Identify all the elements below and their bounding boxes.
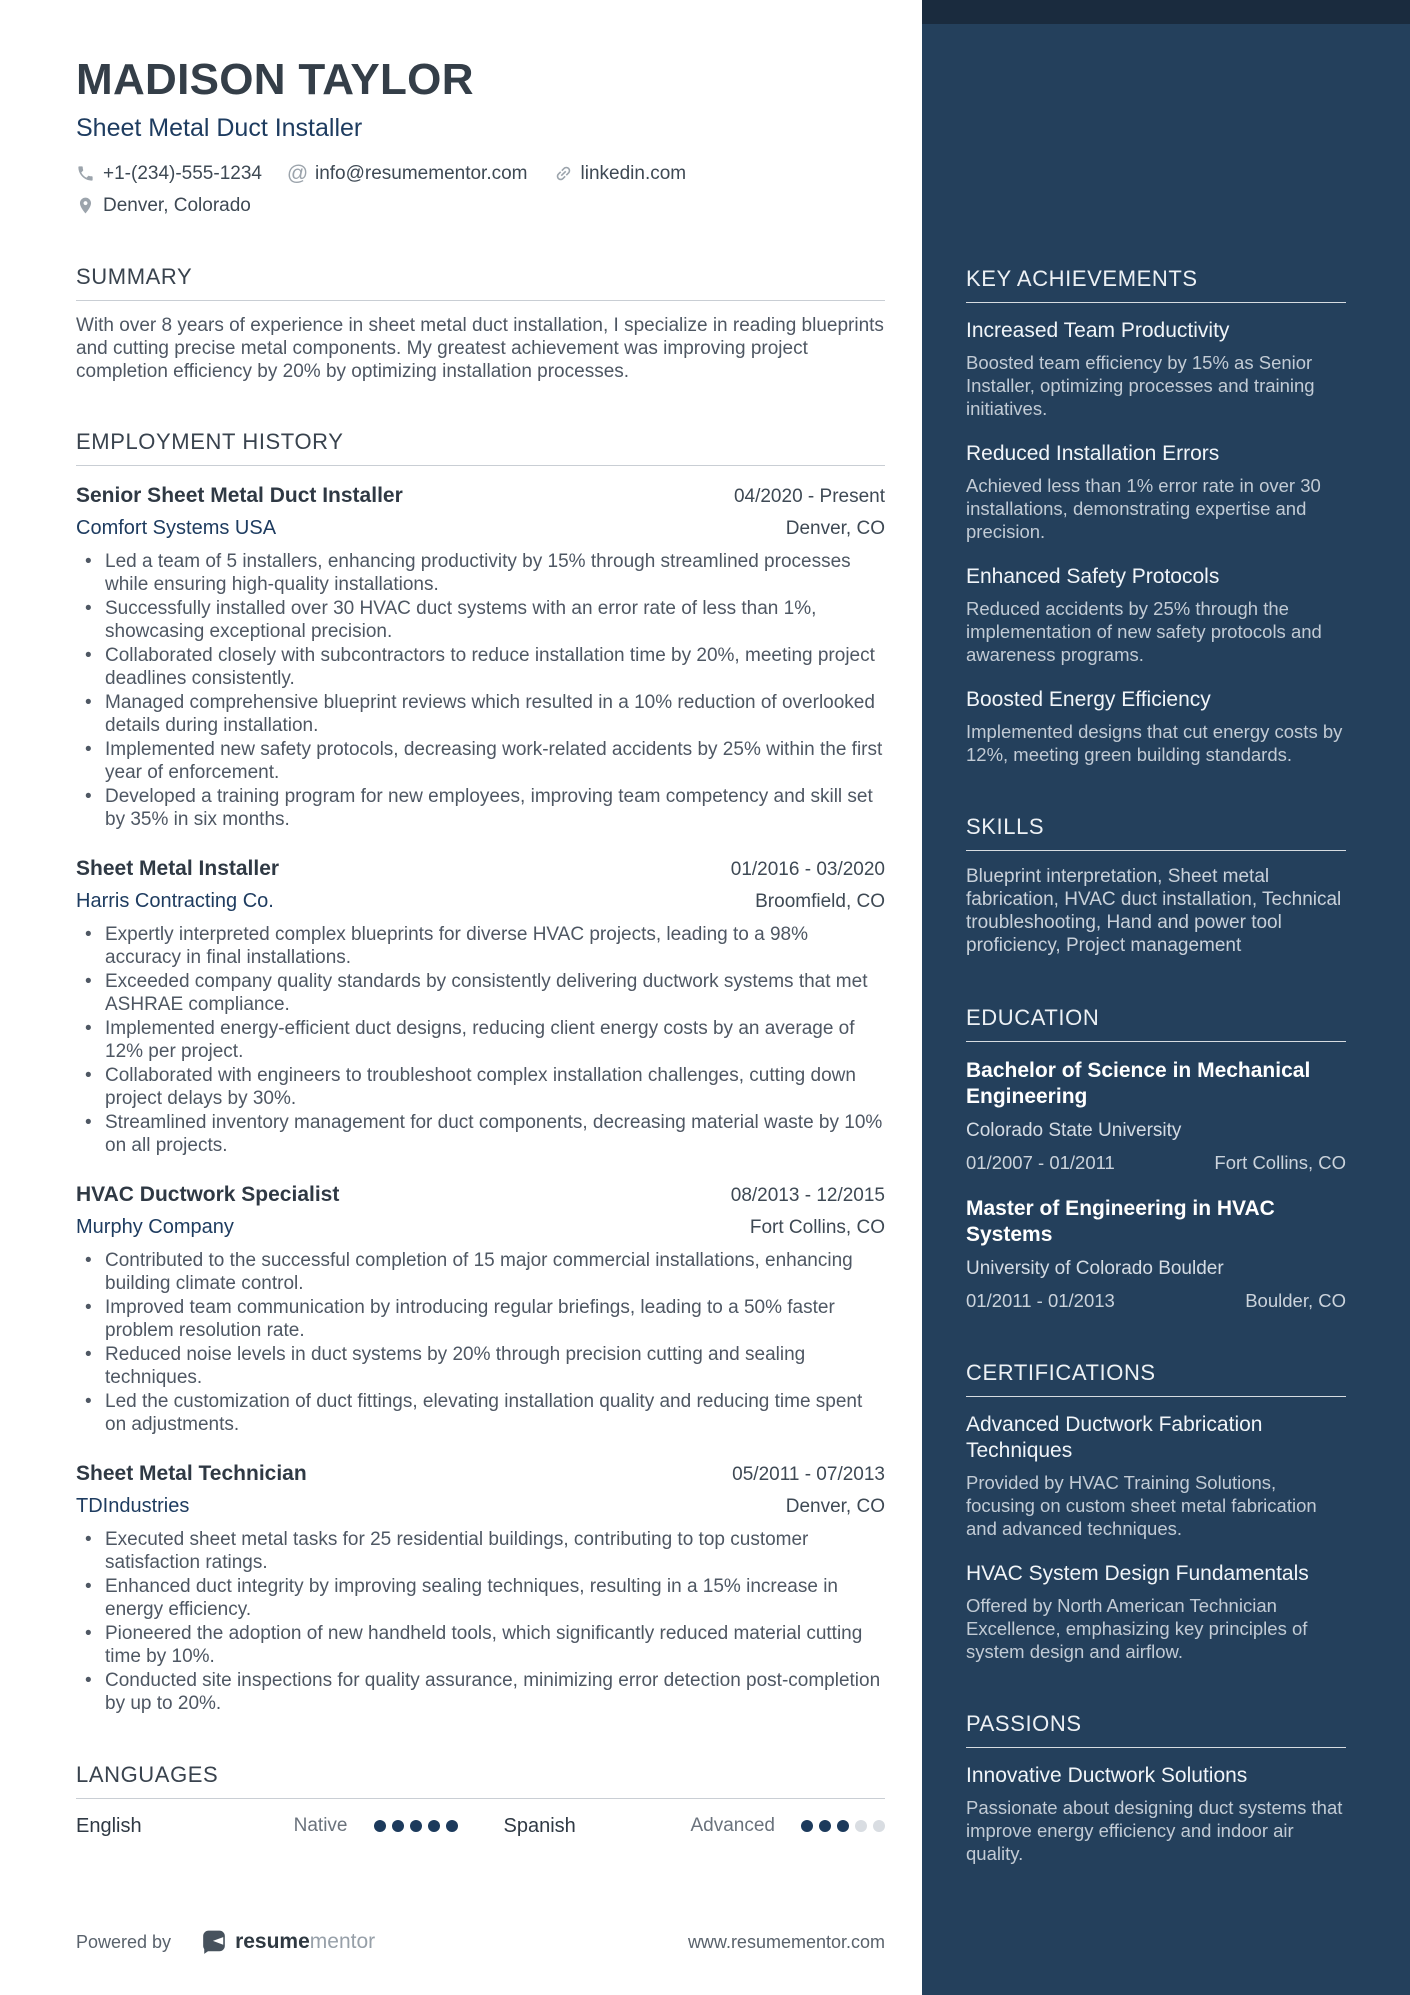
certification-text: Offered by North American Technician Excellence, emphasizing key principles of system design and airflow. — [966, 1595, 1308, 1662]
job-entry — [76, 856, 885, 1158]
achievement-entry — [966, 318, 1346, 420]
job-title-row — [76, 856, 885, 881]
job-title: HVAC Ductwork Specialist — [76, 1182, 340, 1206]
achievement-text: Achieved less than 1% error rate in over 30 installations, demonstrating expertise and precision. — [966, 475, 1321, 542]
education-list — [966, 1058, 1346, 1312]
achievement-entry — [966, 441, 1346, 543]
passion-text: Passionate about designing duct systems that improve energy efficiency and indoor air quality. — [966, 1797, 1343, 1864]
language-level: Advanced — [690, 1815, 775, 1837]
achievement-text: Boosted team efficiency by 15% as Senior Installer, optimizing processes and training initiatives. — [966, 352, 1315, 419]
divider — [966, 302, 1346, 303]
job-location: Broomfield, CO — [755, 890, 885, 912]
dot-filled — [392, 1820, 404, 1832]
job-bullet: • Led the customization of duct fittings, elevating installation quality and reducing time spent on adjustments. — [76, 1390, 885, 1437]
job-bullet-list — [76, 923, 885, 1158]
education-location: Fort Collins, CO — [1214, 1152, 1346, 1173]
passions-section — [966, 1711, 1346, 1865]
job-bullet: • Improved team communication by introducing regular briefings, leading to a 50% faster problem resolution rate. — [76, 1296, 885, 1343]
job-title: Senior Sheet Metal Duct Installer — [76, 483, 403, 507]
footer-brand-group — [76, 1929, 375, 1955]
education-entry — [966, 1058, 1346, 1174]
job-company-row — [76, 1494, 885, 1518]
contact-row — [76, 162, 885, 186]
location-contact — [76, 194, 251, 218]
job-company-row — [76, 516, 885, 540]
footer-url[interactable]: www.resumementor.com — [687, 1931, 885, 1952]
skills-text: Blueprint interpretation, Sheet metal fabrication, HVAC duct installation, Technical troubleshooting, Hand and power tool proficiency, Project management — [966, 866, 1342, 956]
contact-row — [76, 194, 885, 218]
job-bullet: • Implemented new safety protocols, decreasing work-related accidents by 25% within the first year of enforcement. — [76, 738, 885, 785]
email-address: info@resumementor.com — [314, 162, 528, 184]
job-company: Murphy Company — [76, 1215, 234, 1238]
achievement-title: Reduced Installation Errors — [966, 442, 1220, 465]
languages-section — [76, 1762, 885, 1838]
education-dates: 01/2007 - 01/2011 — [966, 1152, 1115, 1173]
employment-heading: EMPLOYMENT HISTORY — [76, 428, 344, 454]
education-school: Colorado State University — [966, 1120, 1182, 1141]
job-title-row — [76, 1461, 885, 1486]
achievement-text: Reduced accidents by 25% through the implementation of new safety protocols and awareness programs. — [966, 598, 1322, 665]
brand-name: resumementor — [235, 1930, 376, 1953]
website-url: linkedin.com — [580, 162, 687, 184]
job-title-row — [76, 483, 885, 508]
job-company-row — [76, 1215, 885, 1239]
divider — [76, 300, 885, 301]
job-title: Sheet Metal Technician — [76, 1461, 307, 1485]
achievements-section — [966, 266, 1346, 766]
dot-filled — [410, 1820, 422, 1832]
job-bullet: • Collaborated with engineers to troubleshoot complex installation challenges, cutting down project delays by 30%. — [76, 1064, 885, 1111]
achievement-title: Boosted Energy Efficiency — [966, 688, 1211, 711]
location-text: Denver, Colorado — [103, 194, 251, 216]
job-bullet-list — [76, 550, 885, 832]
dot-filled — [837, 1820, 849, 1832]
education-dates: 01/2011 - 01/2013 — [966, 1290, 1115, 1311]
job-entry — [76, 483, 885, 832]
job-bullet: • Exceeded company quality standards by consistently delivering ductwork systems that met ASHRAE compliance. — [76, 970, 885, 1017]
contact-info — [76, 162, 885, 218]
achievement-list — [966, 318, 1346, 766]
brand-logo[interactable] — [201, 1929, 375, 1955]
achievement-text: Implemented designs that cut energy costs by 12%, meeting green building standards. — [966, 721, 1343, 765]
education-degree: Bachelor of Science in Mechanical Engineering — [966, 1059, 1311, 1108]
dot-filled — [428, 1820, 440, 1832]
job-dates: 04/2020 - Present — [733, 485, 885, 507]
job-bullet: • Expertly interpreted complex blueprints for diverse HVAC projects, leading to a 98% accuracy in final installations. — [76, 923, 885, 970]
certifications-heading: CERTIFICATIONS — [966, 1360, 1156, 1385]
job-dates: 01/2016 - 03/2020 — [730, 858, 885, 880]
education-meta-row — [966, 1151, 1346, 1174]
job-bullet: • Conducted site inspections for quality assurance, minimizing error detection post-completion by up to 20%. — [76, 1669, 885, 1716]
certification-title: Advanced Ductwork Fabrication Techniques — [966, 1413, 1263, 1462]
education-location: Boulder, CO — [1245, 1290, 1346, 1311]
person-name: MADISON TAYLOR — [76, 55, 474, 104]
sidebar-top-strip — [922, 0, 1410, 24]
education-school: University of Colorado Boulder — [966, 1258, 1224, 1279]
powered-by-label: Powered by — [76, 1931, 172, 1952]
achievement-entry — [966, 687, 1346, 766]
language-level: Native — [293, 1815, 348, 1837]
dot-empty — [855, 1820, 867, 1832]
job-bullet: • Implemented energy-efficient duct designs, reducing client energy costs by an average of 12% per project. — [76, 1017, 885, 1064]
summary-text: With over 8 years of experience in sheet metal duct installation, I specialize in reading blueprints and cutting precise metal components. My greatest achievement was improving project completion efficiency by 20% by optimizing installation processes. — [76, 314, 884, 382]
job-bullet: • Managed comprehensive blueprint reviews which resulted in a 10% reduction of overlooked details during installation. — [76, 691, 885, 738]
job-title: Sheet Metal Installer — [76, 856, 280, 880]
education-section — [966, 1005, 1346, 1312]
job-bullet: • Collaborated closely with subcontractors to reduce installation time by 20%, meeting project deadlines consistently. — [76, 644, 885, 691]
job-bullet: • Reduced noise levels in duct systems by 20% through precision cutting and sealing techniques. — [76, 1343, 885, 1390]
resumementor-logo-icon — [201, 1929, 227, 1955]
divider — [966, 1041, 1346, 1042]
job-bullet: • Pioneered the adoption of new handheld tools, which significantly reduced material cutting time by 10%. — [76, 1622, 885, 1669]
job-bullet: • Successfully installed over 30 HVAC duct systems with an error rate of less than 1%, showcasing exceptional precision. — [76, 597, 885, 644]
email-contact[interactable] — [288, 162, 528, 186]
language-dots — [801, 1820, 885, 1832]
job-bullet: • Developed a training program for new employees, improving team competency and skill set by 35% in six months. — [76, 785, 885, 832]
language-level-group — [690, 1815, 885, 1837]
job-location: Fort Collins, CO — [749, 1216, 885, 1238]
certification-entry — [966, 1412, 1346, 1540]
passion-list — [966, 1763, 1346, 1865]
certification-title: HVAC System Design Fundamentals — [966, 1562, 1309, 1585]
job-list — [76, 483, 885, 1716]
divider — [76, 465, 885, 466]
achievements-heading: KEY ACHIEVEMENTS — [966, 266, 1198, 291]
divider — [76, 1798, 885, 1799]
at-icon: @ — [286, 162, 309, 186]
sidebar-content — [922, 24, 1410, 1905]
dot-filled — [801, 1820, 813, 1832]
language-level-group — [294, 1815, 458, 1837]
education-meta-row — [966, 1289, 1346, 1312]
passion-title: Innovative Ductwork Solutions — [966, 1764, 1248, 1787]
job-bullet: • Executed sheet metal tasks for 25 residential buildings, contributing to top customer satisfaction ratings. — [76, 1528, 885, 1575]
dot-filled — [819, 1820, 831, 1832]
link-icon — [554, 164, 573, 183]
certification-entry — [966, 1561, 1346, 1663]
passions-heading: PASSIONS — [966, 1711, 1082, 1736]
dot-empty — [873, 1820, 885, 1832]
job-bullet: • Led a team of 5 installers, enhancing productivity by 15% through streamlined processes while ensuring high-quality installations. — [76, 550, 885, 597]
certifications-section — [966, 1360, 1346, 1663]
job-bullet: • Contributed to the successful completion of 15 major commercial installations, enhancing building climate control. — [76, 1249, 885, 1296]
achievement-title: Enhanced Safety Protocols — [966, 565, 1220, 588]
dot-filled — [374, 1820, 386, 1832]
sidebar — [922, 0, 1410, 1995]
certification-text: Provided by HVAC Training Solutions, focusing on custom sheet metal fabrication and advanced techniques. — [966, 1472, 1317, 1539]
education-entry — [966, 1196, 1346, 1312]
website-contact[interactable] — [554, 162, 687, 186]
language-entry — [504, 1815, 886, 1838]
language-name: Spanish — [503, 1814, 576, 1837]
passion-entry — [966, 1763, 1346, 1865]
divider — [966, 1396, 1346, 1397]
language-list — [76, 1815, 885, 1838]
job-title-row — [76, 1182, 885, 1207]
summary-heading: SUMMARY — [76, 263, 193, 289]
phone-number: +1-(234)-555-1234 — [103, 162, 262, 184]
achievement-title: Increased Team Productivity — [966, 319, 1230, 342]
education-heading: EDUCATION — [966, 1005, 1100, 1030]
certification-list — [966, 1412, 1346, 1663]
job-company: Harris Contracting Co. — [76, 889, 274, 912]
language-name: English — [76, 1814, 142, 1837]
language-dots — [374, 1820, 458, 1832]
summary-section — [76, 264, 885, 383]
job-company: Comfort Systems USA — [76, 516, 277, 539]
languages-heading: LANGUAGES — [76, 1761, 219, 1787]
page-footer — [76, 1929, 885, 1955]
job-location: Denver, CO — [785, 1495, 885, 1517]
skills-section — [966, 814, 1346, 957]
job-location: Denver, CO — [785, 517, 885, 539]
job-entry — [76, 1461, 885, 1716]
achievement-entry — [966, 564, 1346, 666]
job-bullet-list — [76, 1249, 885, 1437]
job-bullet: • Enhanced duct integrity by improving sealing techniques, resulting in a 15% increase in energy efficiency. — [76, 1575, 885, 1622]
divider — [966, 1747, 1346, 1748]
job-company: TDIndustries — [76, 1494, 190, 1517]
location-pin-icon — [76, 196, 95, 215]
phone-contact[interactable] — [76, 162, 262, 186]
job-entry — [76, 1182, 885, 1437]
dot-filled — [446, 1820, 458, 1832]
phone-icon — [76, 164, 95, 183]
job-bullet-list — [76, 1528, 885, 1716]
education-degree: Master of Engineering in HVAC Systems — [966, 1197, 1275, 1246]
job-dates: 05/2011 - 07/2013 — [732, 1463, 885, 1485]
job-company-row — [76, 889, 885, 913]
skills-heading: SKILLS — [966, 814, 1045, 839]
job-bullet: • Streamlined inventory management for duct components, decreasing material waste by 10% on all projects. — [76, 1111, 885, 1158]
language-entry — [76, 1815, 458, 1838]
job-dates: 08/2013 - 12/2015 — [730, 1184, 885, 1206]
person-job-title: Sheet Metal Duct Installer — [76, 113, 363, 142]
divider — [966, 850, 1346, 851]
employment-section — [76, 429, 885, 1716]
